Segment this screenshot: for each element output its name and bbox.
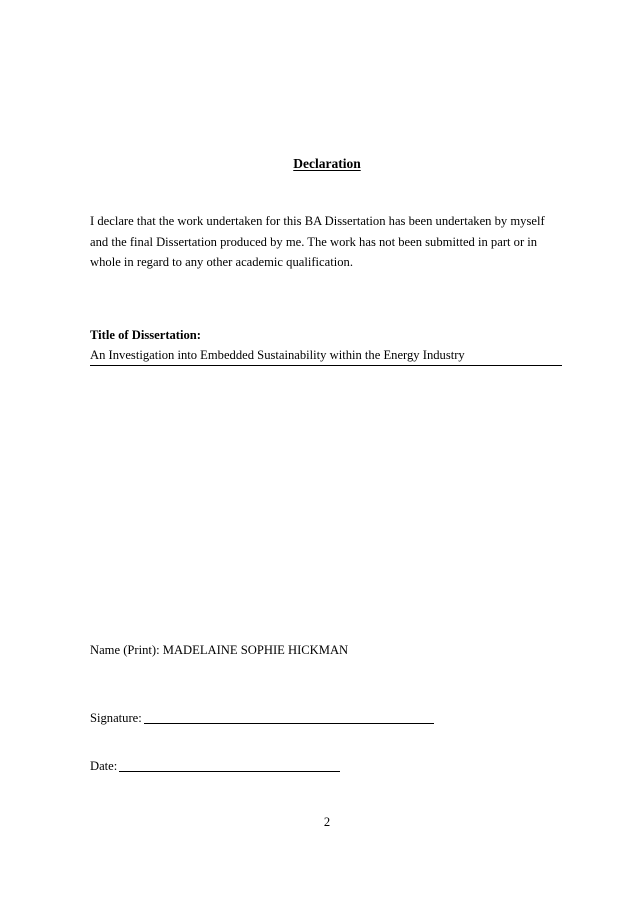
dissertation-title-label: Title of Dissertation:: [90, 328, 201, 342]
dissertation-title-value: An Investigation into Embedded Sustainability within the Energy Industry: [90, 346, 562, 366]
declaration-paragraph: [90, 211, 570, 273]
printed-name: Name (Print): MADELAINE SOPHIE HICKMAN: [90, 643, 349, 657]
page-number: 2: [323, 815, 331, 829]
page-title: Declaration: [293, 156, 361, 171]
date-row: [90, 757, 340, 775]
date-blank-line: [119, 758, 340, 772]
signature-label: Signature:: [90, 711, 142, 725]
signature-blank-line: [144, 710, 434, 724]
signature-row: [90, 709, 434, 727]
declaration-line: whole in regard to any other academic qualification.: [90, 255, 353, 269]
declaration-line: I declare that the work undertaken for this BA Dissertation has been undertaken by myself: [90, 214, 545, 228]
declaration-line: and the final Dissertation produced by me. The work has not been submitted in part or in: [90, 234, 538, 249]
date-label: Date:: [90, 759, 118, 773]
